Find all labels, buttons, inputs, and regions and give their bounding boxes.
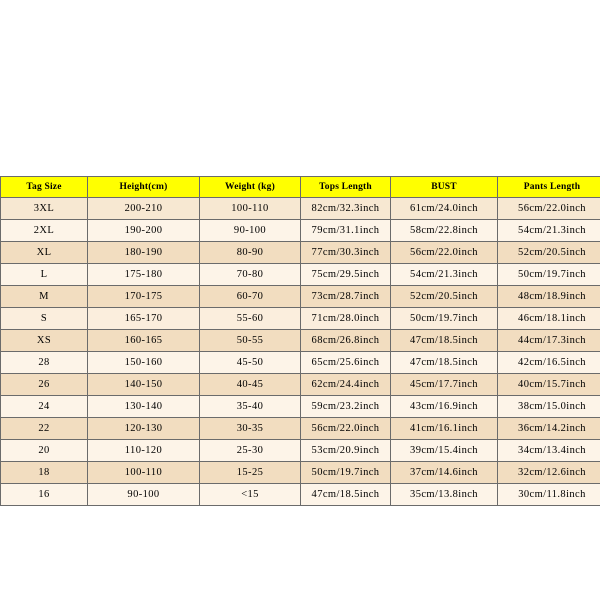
- cell-height: 180-190: [88, 242, 200, 264]
- cell-tops-length: 77cm/30.3inch: [301, 242, 391, 264]
- cell-pants-length: 52cm/20.5inch: [498, 242, 600, 264]
- cell-height: 190-200: [88, 220, 200, 242]
- cell-bust: 37cm/14.6inch: [391, 462, 498, 484]
- table-row: [1, 462, 600, 484]
- cell-tag-size: XL: [1, 242, 88, 264]
- table-row: [1, 418, 600, 440]
- cell-pants-length: 42cm/16.5inch: [498, 352, 600, 374]
- cell-bust: 52cm/20.5inch: [391, 286, 498, 308]
- cell-bust: 47cm/18.5inch: [391, 352, 498, 374]
- cell-tag-size: L: [1, 264, 88, 286]
- table-row: [1, 220, 600, 242]
- cell-tops-length: 50cm/19.7inch: [301, 462, 391, 484]
- cell-bust: 47cm/18.5inch: [391, 330, 498, 352]
- cell-weight: 50-55: [200, 330, 301, 352]
- cell-pants-length: 56cm/22.0inch: [498, 198, 600, 220]
- cell-pants-length: 38cm/15.0inch: [498, 396, 600, 418]
- cell-tag-size: 28: [1, 352, 88, 374]
- cell-bust: 43cm/16.9inch: [391, 396, 498, 418]
- cell-tops-length: 82cm/32.3inch: [301, 198, 391, 220]
- cell-weight: 15-25: [200, 462, 301, 484]
- column-header-tops-length: Tops Length: [301, 177, 391, 198]
- cell-pants-length: 34cm/13.4inch: [498, 440, 600, 462]
- cell-tag-size: 2XL: [1, 220, 88, 242]
- cell-pants-length: 46cm/18.1inch: [498, 308, 600, 330]
- cell-tops-length: 79cm/31.1inch: [301, 220, 391, 242]
- cell-weight: 30-35: [200, 418, 301, 440]
- cell-tops-length: 68cm/26.8inch: [301, 330, 391, 352]
- cell-tag-size: 22: [1, 418, 88, 440]
- cell-weight: <15: [200, 484, 301, 506]
- cell-tops-length: 75cm/29.5inch: [301, 264, 391, 286]
- cell-bust: 56cm/22.0inch: [391, 242, 498, 264]
- table-row: [1, 330, 600, 352]
- size-chart-table: [0, 176, 600, 506]
- cell-bust: 41cm/16.1inch: [391, 418, 498, 440]
- cell-tag-size: XS: [1, 330, 88, 352]
- cell-bust: 61cm/24.0inch: [391, 198, 498, 220]
- table-row: [1, 242, 600, 264]
- column-header-pants-length: Pants Length: [498, 177, 600, 198]
- cell-bust: 50cm/19.7inch: [391, 308, 498, 330]
- cell-weight: 55-60: [200, 308, 301, 330]
- cell-weight: 80-90: [200, 242, 301, 264]
- table-row: [1, 308, 600, 330]
- table-row: [1, 352, 600, 374]
- cell-pants-length: 36cm/14.2inch: [498, 418, 600, 440]
- cell-weight: 35-40: [200, 396, 301, 418]
- cell-tag-size: 24: [1, 396, 88, 418]
- cell-weight: 40-45: [200, 374, 301, 396]
- column-header-tag-size: Tag Size: [1, 177, 88, 198]
- cell-pants-length: 50cm/19.7inch: [498, 264, 600, 286]
- cell-weight: 90-100: [200, 220, 301, 242]
- cell-weight: 45-50: [200, 352, 301, 374]
- cell-tops-length: 73cm/28.7inch: [301, 286, 391, 308]
- table-header: [1, 177, 600, 198]
- cell-tag-size: S: [1, 308, 88, 330]
- cell-pants-length: 40cm/15.7inch: [498, 374, 600, 396]
- cell-height: 175-180: [88, 264, 200, 286]
- cell-pants-length: 48cm/18.9inch: [498, 286, 600, 308]
- cell-tops-length: 62cm/24.4inch: [301, 374, 391, 396]
- table-row: [1, 264, 600, 286]
- cell-weight: 60-70: [200, 286, 301, 308]
- cell-tops-length: 47cm/18.5inch: [301, 484, 391, 506]
- cell-height: 150-160: [88, 352, 200, 374]
- table-row: [1, 198, 600, 220]
- table-header-row: [1, 177, 600, 198]
- table-row: [1, 440, 600, 462]
- cell-bust: 45cm/17.7inch: [391, 374, 498, 396]
- cell-height: 165-170: [88, 308, 200, 330]
- cell-height: 120-130: [88, 418, 200, 440]
- cell-height: 170-175: [88, 286, 200, 308]
- cell-tops-length: 65cm/25.6inch: [301, 352, 391, 374]
- cell-tag-size: 26: [1, 374, 88, 396]
- cell-pants-length: 32cm/12.6inch: [498, 462, 600, 484]
- cell-tag-size: 18: [1, 462, 88, 484]
- cell-tops-length: 53cm/20.9inch: [301, 440, 391, 462]
- table-row: [1, 484, 600, 506]
- cell-bust: 58cm/22.8inch: [391, 220, 498, 242]
- cell-weight: 25-30: [200, 440, 301, 462]
- cell-tops-length: 56cm/22.0inch: [301, 418, 391, 440]
- table-row: [1, 396, 600, 418]
- cell-bust: 39cm/15.4inch: [391, 440, 498, 462]
- cell-height: 200-210: [88, 198, 200, 220]
- cell-tag-size: M: [1, 286, 88, 308]
- cell-height: 90-100: [88, 484, 200, 506]
- cell-bust: 35cm/13.8inch: [391, 484, 498, 506]
- cell-tag-size: 3XL: [1, 198, 88, 220]
- cell-tops-length: 59cm/23.2inch: [301, 396, 391, 418]
- column-header-height: Height(cm): [88, 177, 200, 198]
- column-header-bust: BUST: [391, 177, 498, 198]
- cell-pants-length: 44cm/17.3inch: [498, 330, 600, 352]
- cell-bust: 54cm/21.3inch: [391, 264, 498, 286]
- cell-tag-size: 16: [1, 484, 88, 506]
- cell-pants-length: 30cm/11.8inch: [498, 484, 600, 506]
- cell-height: 140-150: [88, 374, 200, 396]
- table-row: [1, 374, 600, 396]
- cell-height: 160-165: [88, 330, 200, 352]
- cell-height: 100-110: [88, 462, 200, 484]
- table-row: [1, 286, 600, 308]
- column-header-weight: Weight (kg): [200, 177, 301, 198]
- cell-pants-length: 54cm/21.3inch: [498, 220, 600, 242]
- table-body: [1, 198, 600, 506]
- cell-weight: 70-80: [200, 264, 301, 286]
- cell-weight: 100-110: [200, 198, 301, 220]
- cell-height: 110-120: [88, 440, 200, 462]
- cell-tops-length: 71cm/28.0inch: [301, 308, 391, 330]
- cell-tag-size: 20: [1, 440, 88, 462]
- cell-height: 130-140: [88, 396, 200, 418]
